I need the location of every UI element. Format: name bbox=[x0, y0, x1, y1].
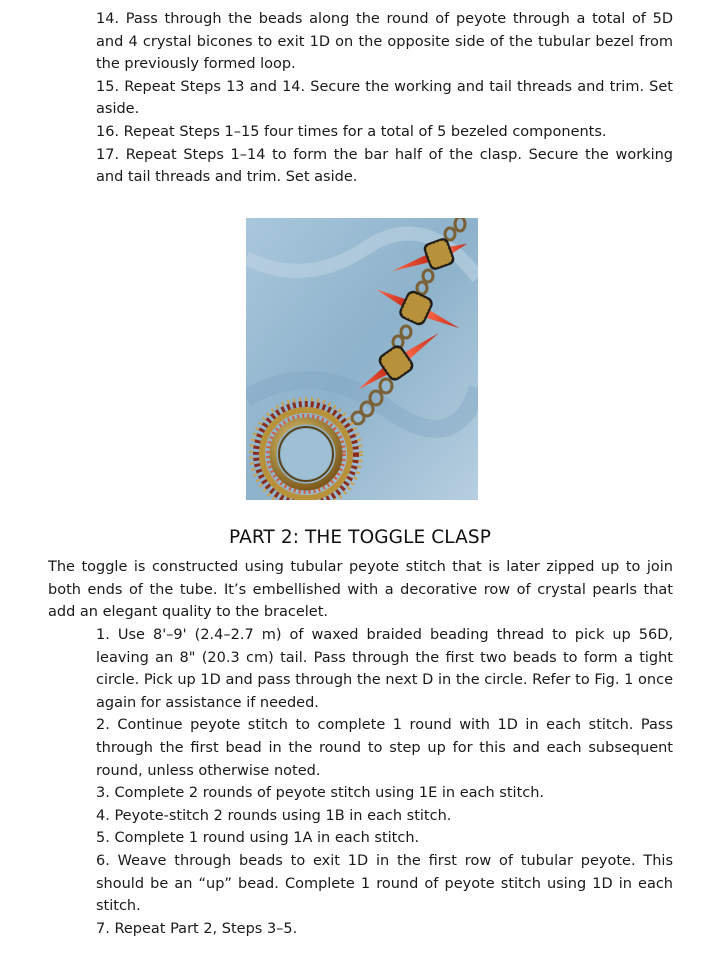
step-16: 16. Repeat Steps 1–15 four times for a total of 5 bezeled components. bbox=[96, 123, 607, 140]
step-17: 17. Repeat Steps 1–14 to form the bar half of the clasp. Secure the working and tail threads and trim. Set aside. bbox=[96, 146, 673, 186]
steps-top bbox=[96, 8, 673, 189]
bracelet-illustration bbox=[246, 218, 478, 500]
part2-step-7: 7. Repeat Part 2, Steps 3–5. bbox=[96, 920, 298, 937]
part2-step-2: 2. Continue peyote stitch to complete 1 round with 1D in each stitch. Pass through the first bead in the round to step up for this and each subsequent round, unless otherwise noted. bbox=[96, 717, 673, 779]
step-14: 14. Pass through the beads along the round of peyote through a total of 5D and 4 crystal bicones to exit 1D on the opposite side of the tubular bezel from the previously formed loop. bbox=[96, 11, 673, 73]
section-heading: PART 2: THE TOGGLE CLASP bbox=[229, 527, 491, 548]
bracelet-photo bbox=[246, 218, 478, 500]
part2-step-4: 4. Peyote-stitch 2 rounds using 1B in each stitch. bbox=[96, 807, 452, 824]
part2-step-3: 3. Complete 2 rounds of peyote stitch using 1E in each stitch. bbox=[96, 785, 545, 802]
steps-part2 bbox=[96, 624, 673, 940]
intro-paragraph: The toggle is constructed using tubular peyote stitch that is later zipped up to join both ends of the tube. It’s embellished with a decorative row of crystal pearls that add an elegant quality to the bracelet. bbox=[48, 559, 673, 621]
part2-step-5: 5. Complete 1 round using 1A in each stitch. bbox=[96, 830, 420, 847]
part2-step-6: 6. Weave through beads to exit 1D in the first row of tubular peyote. This should be an “up” bead. Complete 1 round of peyote stitch using 1D in each stitch. bbox=[96, 852, 673, 915]
part2-step-1: 1. Use 8'–9' (2.4–2.7 m) of waxed braided beading thread to pick up 56D, leaving an 8" (20.3 cm) tail. Pass through the first two beads to form a tight circle. Pick up 1D and pass through the next D in the circle. Refer to Fig. 1 once again for assistance if needed. bbox=[96, 627, 673, 711]
step-15: 15. Repeat Steps 13 and 14. Secure the working and tail threads and trim. Set aside. bbox=[96, 78, 673, 118]
